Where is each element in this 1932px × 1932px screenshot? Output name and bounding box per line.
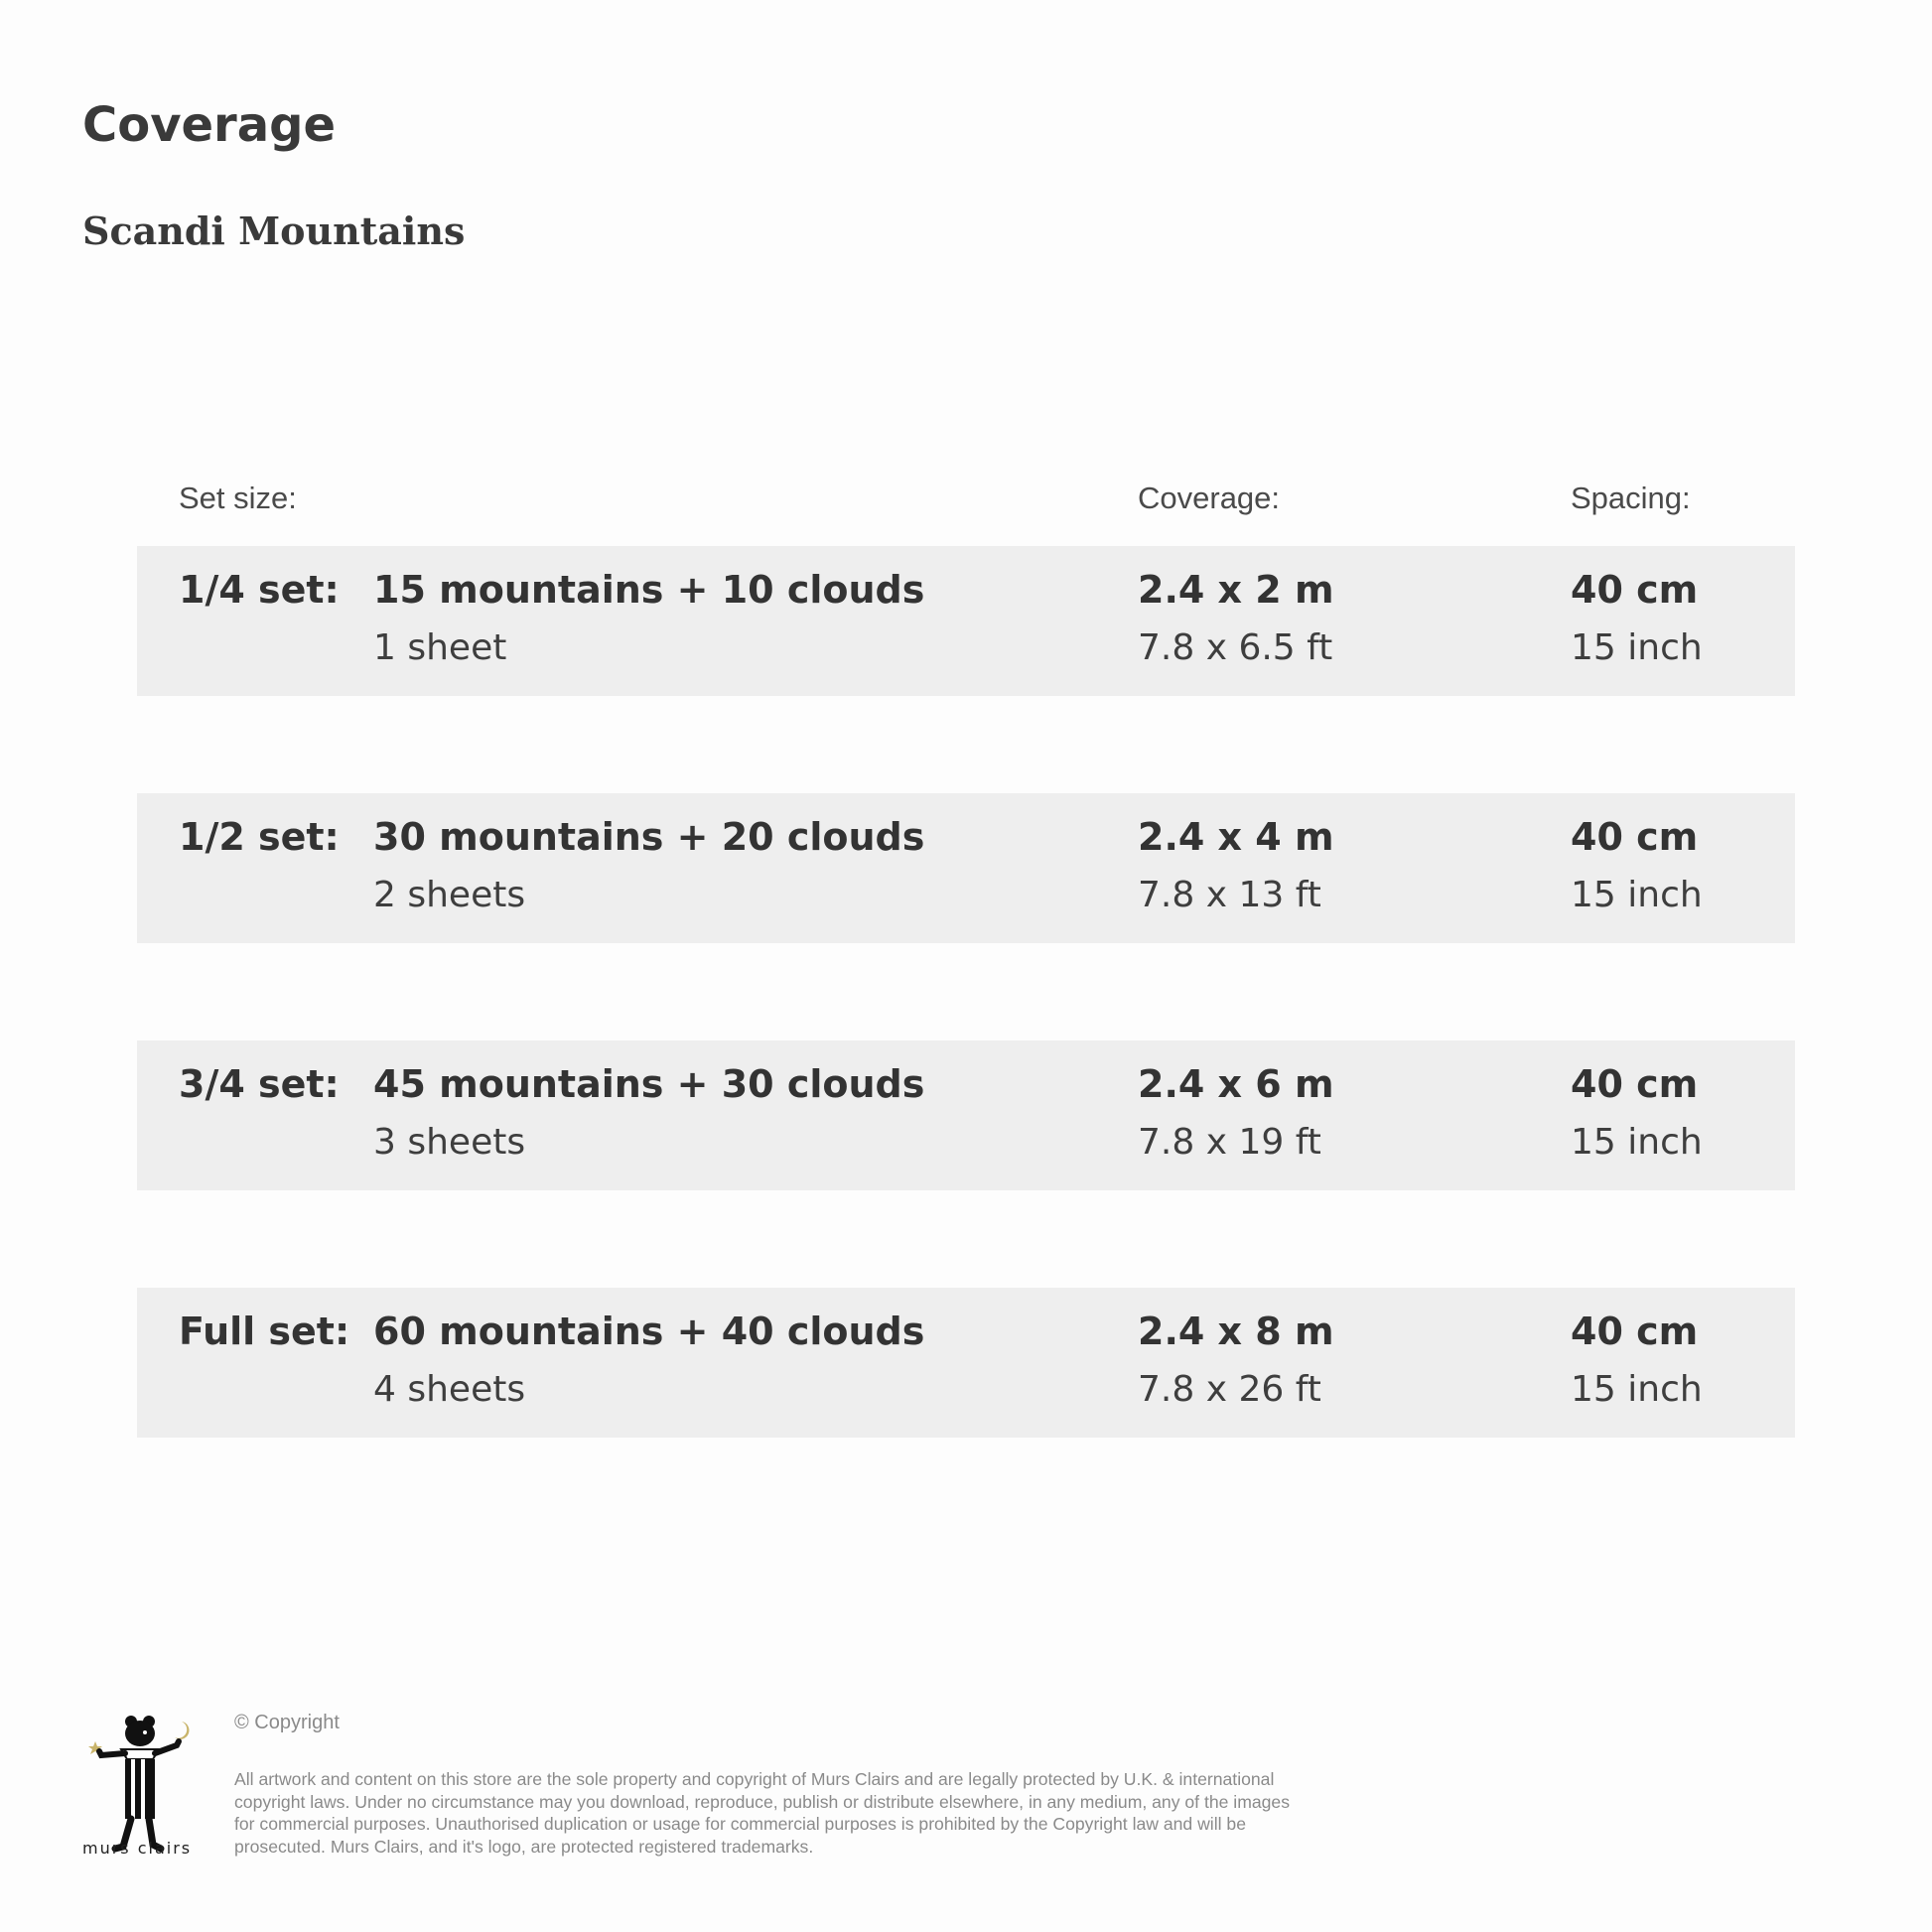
spacing-metric: 40 cm [1571,815,1699,859]
set-size-label: Full set: [179,1310,350,1353]
spacing-metric: 40 cm [1571,1062,1699,1106]
table-row [137,546,1795,696]
coverage-metric: 2.4 x 8 m [1138,1310,1334,1353]
header-coverage: Coverage: [1138,481,1281,515]
page-title: Coverage [82,97,337,153]
table-row [137,1040,1795,1190]
coverage-imperial: 7.8 x 6.5 ft [1138,627,1333,668]
header-set-size: Set size: [179,481,297,515]
spacing-metric: 40 cm [1571,568,1699,612]
product-name: Scandi Mountains [82,208,466,253]
spacing-imperial: 15 inch [1571,627,1703,668]
legal-notice: All artwork and content on this store are the sole property and copyright of Murs Clairs and are legally protected by U.K. & international copyright laws. Under no circumstance may you download, reproduce, publish or distribute elsewhere, in any medium, any of the images for commercial purposes. Unauthorised duplication or usage for commercial purposes is prohibited by the Copyright law and will be prosecuted. Murs Clairs, and it's logo, are protected registered trademarks. [234,1769,1291,1857]
juggling-bear-logo-icon [79,1708,199,1857]
set-contents: 30 mountains + 20 clouds [373,815,925,859]
set-size-label: 3/4 set: [179,1062,340,1106]
copyright-label: © Copyright [234,1712,340,1733]
sheet-count: 1 sheet [373,627,507,668]
spacing-metric: 40 cm [1571,1310,1699,1353]
set-size-label: 1/2 set: [179,815,340,859]
coverage-metric: 2.4 x 2 m [1138,568,1334,612]
table-row [137,1288,1795,1438]
spacing-imperial: 15 inch [1571,875,1703,915]
sheet-count: 4 sheets [373,1369,526,1410]
coverage-metric: 2.4 x 4 m [1138,815,1334,859]
set-contents: 60 mountains + 40 clouds [373,1310,925,1353]
set-size-label: 1/4 set: [179,568,340,612]
spacing-imperial: 15 inch [1571,1122,1703,1163]
spacing-imperial: 15 inch [1571,1369,1703,1410]
coverage-imperial: 7.8 x 19 ft [1138,1122,1321,1163]
coverage-imperial: 7.8 x 26 ft [1138,1369,1321,1410]
header-spacing: Spacing: [1571,481,1691,515]
set-contents: 45 mountains + 30 clouds [373,1062,925,1106]
sheet-count: 3 sheets [373,1122,526,1163]
set-contents: 15 mountains + 10 clouds [373,568,925,612]
coverage-metric: 2.4 x 6 m [1138,1062,1334,1106]
logo-wordmark: murs clairs [82,1839,193,1858]
table-row [137,793,1795,943]
sheet-count: 2 sheets [373,875,526,915]
coverage-imperial: 7.8 x 13 ft [1138,875,1321,915]
table-header [0,481,1932,524]
